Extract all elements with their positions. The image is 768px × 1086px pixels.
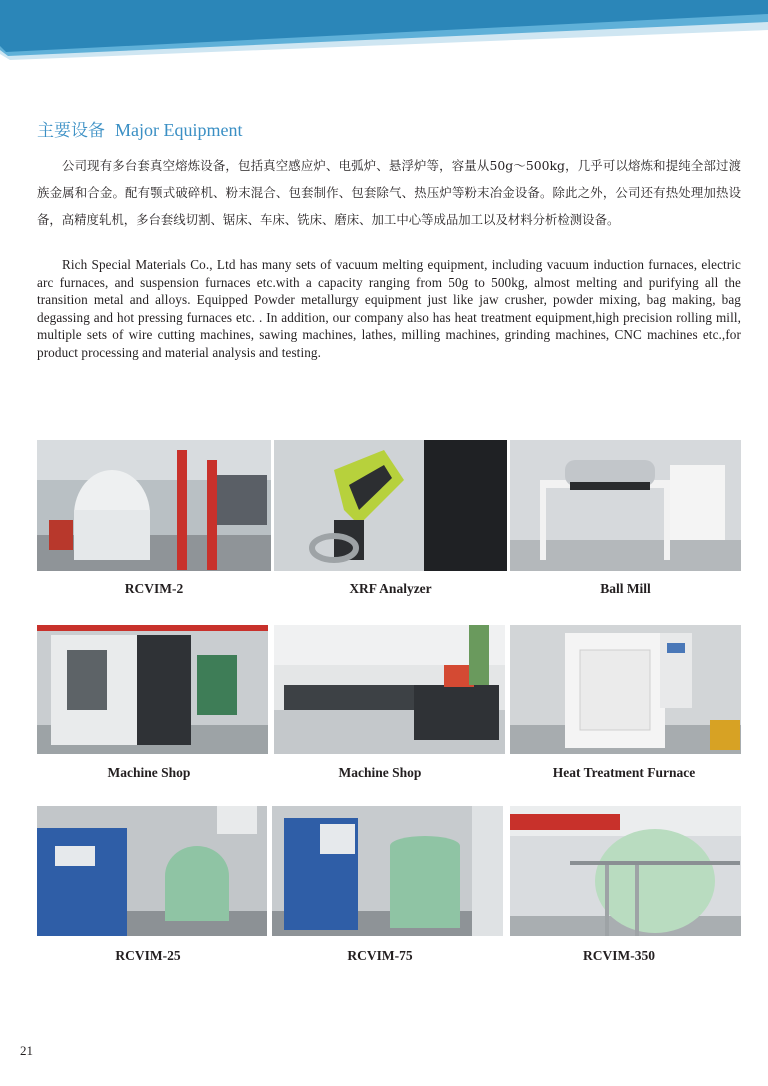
photo-rcvim-2 xyxy=(37,440,271,571)
page-number: 21 xyxy=(20,1043,33,1058)
caption-rcvim-350: RCVIM-350 xyxy=(583,948,655,963)
photo-rcvim-75 xyxy=(272,806,503,936)
intro-paragraph-en: Rich Special Materials Co., Ltd has many sets of vacuum melting equipment, including vacuum induction furnaces, electric arc furnaces, and suspension furnaces etc.with a capacity ranging from 50g to 500kg, almost melting and purifying all the transition metal and alloys. Equipped Powder metallurgy equipment just like jaw crusher, powder mixing, bag making, bag degassing and hot pressing furnaces etc. . In addition, our company also has heat treatment equipment,high precision rolling mill, multiple sets of wire cutting machines, sawing machines, lathes, milling machines, grinding machines, CNC machines etc.,for product processing and material analysis and testing. xyxy=(37,257,741,360)
caption-machine-shop-2: Machine Shop xyxy=(338,765,422,780)
caption-heat-treatment-furnace: Heat Treatment Furnace xyxy=(552,765,696,780)
header-band xyxy=(0,0,768,60)
caption-rcvim-25: RCVIM-25 xyxy=(115,948,181,963)
caption-machine-shop-1: Machine Shop xyxy=(107,765,191,780)
intro-paragraph-cn: 公司现有多台套真空熔炼设备，包括真空感应炉、电弧炉、悬浮炉等，容量从50g～500kg，几乎可以熔炼和提纯全部过渡族金属和合金。配有颚式破碎机、粉末混合、包套制作、包套除气、热压炉等粉末冶金设备。除此之外，公司还有热处理加热设备，高精度轧机，多台套线切割、锯床、车床、铣床、磨床、加工中心等成品加工以及材料分析检测设备。 xyxy=(37,158,741,227)
photo-heat-treatment-furnace xyxy=(510,625,741,754)
photo-xrf-analyzer xyxy=(274,440,507,571)
photo-machine-shop-2 xyxy=(274,625,505,754)
section-title-en: Major Equipment xyxy=(115,120,243,140)
photo-rcvim-350 xyxy=(510,806,741,936)
caption-rcvim-75: RCVIM-75 xyxy=(347,948,413,963)
caption-ball-mill: Ball Mill xyxy=(600,581,651,596)
section-title xyxy=(37,116,242,141)
caption-rcvim-2: RCVIM-2 xyxy=(124,581,184,596)
photo-rcvim-25 xyxy=(37,806,267,936)
photo-ball-mill xyxy=(510,440,741,571)
section-title-cn: 主要设备 xyxy=(37,121,105,141)
photo-machine-shop-1 xyxy=(37,625,268,754)
caption-xrf-analyzer: XRF Analyzer xyxy=(349,581,432,596)
